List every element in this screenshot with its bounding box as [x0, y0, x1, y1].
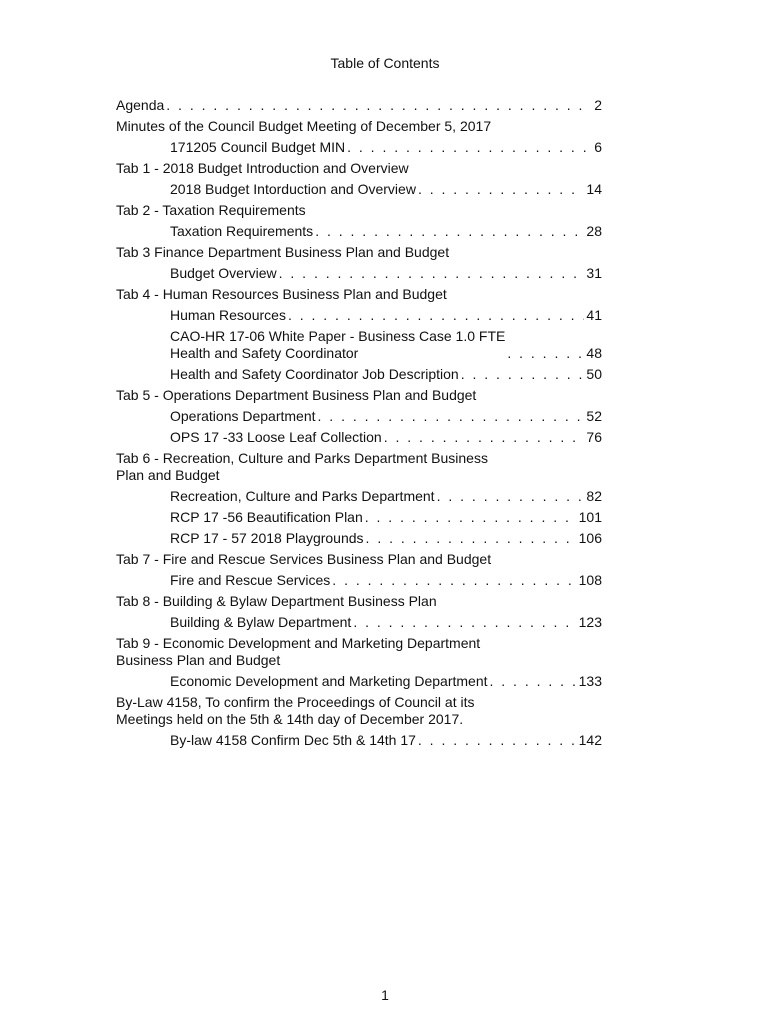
toc-section-heading: Tab 7 - Fire and Rescue Services Business Plan and Budget	[116, 551, 492, 567]
toc-entry-page: 52	[586, 408, 602, 424]
page-number: 1	[381, 987, 389, 1003]
toc-entry-label: Operations Department	[170, 408, 316, 424]
toc-section-heading: By-Law 4158, To confirm the Proceedings of Council at its Meetings held on the 5th & 14th day of December 2017.	[116, 694, 475, 727]
toc-leader-dots	[347, 139, 590, 156]
toc-entry[interactable]	[116, 97, 602, 114]
toc-leader-dots	[332, 572, 576, 589]
toc-leader-dots	[366, 530, 577, 547]
toc-entry-label: Fire and Rescue Services	[170, 572, 331, 588]
page-title: Table of Contents	[330, 55, 440, 71]
toc-entry-page: 108	[578, 572, 602, 588]
toc-entry-label: Building & Bylaw Department	[170, 614, 352, 630]
toc-entry[interactable]	[170, 530, 602, 547]
toc-section-heading: Tab 1 - 2018 Budget Introduction and Overview	[116, 160, 409, 176]
toc-entry[interactable]	[170, 408, 602, 425]
toc-entry-label: 2018 Budget Intorduction and Overview	[170, 181, 416, 197]
toc-leader-dots	[166, 97, 590, 114]
toc-section-heading: Tab 2 - Taxation Requirements	[116, 202, 306, 218]
toc-entry-page: 142	[578, 732, 602, 748]
toc-section-heading: Tab 4 - Human Resources Business Plan and Budget	[116, 286, 447, 302]
toc-entry-page: 106	[578, 530, 602, 546]
toc-entry[interactable]	[170, 265, 602, 282]
toc-leader-dots	[365, 509, 577, 526]
toc-entry-page: 101	[578, 509, 602, 525]
toc-entry-page: 6	[594, 139, 602, 155]
toc-leader-dots	[279, 265, 585, 282]
toc-entry-label: Economic Development and Marketing Department	[170, 673, 488, 689]
toc-leader-dots	[507, 345, 584, 362]
toc-entry-page: 28	[586, 223, 602, 239]
toc-section-heading: Tab 6 - Recreation, Culture and Parks Department Business Plan and Budget	[116, 450, 488, 483]
toc-entry-page: 123	[578, 614, 602, 630]
toc-section-heading: Tab 9 - Economic Development and Marketing Department Business Plan and Budget	[116, 635, 481, 668]
toc-entry[interactable]	[170, 223, 602, 240]
toc-entry-page: 50	[586, 366, 602, 382]
toc-entry-page: 133	[578, 673, 602, 689]
toc-entry-label: OPS 17 -33 Loose Leaf Collection	[170, 429, 382, 445]
toc-entry-page: 82	[586, 488, 602, 504]
toc-leader-dots	[418, 181, 584, 198]
toc-entry[interactable]	[170, 139, 602, 156]
toc-entry[interactable]	[170, 614, 602, 631]
toc-section-heading: Tab 8 - Building & Bylaw Department Business Plan	[116, 593, 437, 609]
toc-entry-label: Recreation, Culture and Parks Department	[170, 488, 435, 504]
toc-entry-label: Taxation Requirements	[170, 223, 314, 239]
toc-entry[interactable]	[170, 307, 602, 324]
toc-leader-dots	[353, 614, 576, 631]
toc-entry-label: CAO-HR 17-06 White Paper - Business Case 1.0 FTE Health and Safety Coordinator	[170, 328, 506, 361]
toc-entry-page: 2	[594, 97, 602, 113]
toc-entry[interactable]	[170, 366, 602, 383]
toc-entry-page: 14	[586, 181, 602, 197]
toc-leader-dots	[418, 732, 577, 749]
toc-entry-page: 41	[586, 307, 602, 323]
toc-entry-label: By-law 4158 Confirm Dec 5th & 14th 17	[170, 732, 416, 748]
toc-entry-page: 31	[586, 265, 602, 281]
toc-entry[interactable]	[170, 732, 602, 749]
toc-entry[interactable]	[170, 328, 602, 362]
table-of-contents	[116, 97, 602, 753]
toc-leader-dots	[384, 429, 585, 446]
toc-entry[interactable]	[170, 572, 602, 589]
toc-section-heading: Minutes of the Council Budget Meeting of December 5, 2017	[116, 118, 492, 134]
toc-entry[interactable]	[170, 509, 602, 526]
toc-entry-label: Health and Safety Coordinator Job Description	[170, 366, 459, 382]
toc-entry-page: 76	[586, 429, 602, 445]
toc-entry-label: RCP 17 -56 Beautification Plan	[170, 509, 363, 525]
toc-entry[interactable]	[170, 181, 602, 198]
toc-leader-dots	[318, 408, 585, 425]
toc-leader-dots	[437, 488, 585, 505]
toc-entry-page: 48	[586, 345, 602, 361]
toc-section-heading: Tab 5 - Operations Department Business Plan and Budget	[116, 387, 477, 403]
toc-section-heading: Tab 3 Finance Department Business Plan and Budget	[116, 244, 450, 260]
toc-leader-dots	[288, 307, 584, 324]
toc-entry-label: Agenda	[116, 97, 165, 113]
toc-entry[interactable]	[170, 673, 602, 690]
toc-entry[interactable]	[170, 429, 602, 446]
toc-entry-label: Budget Overview	[170, 265, 277, 281]
toc-entry-label: RCP 17 - 57 2018 Playgrounds	[170, 530, 364, 546]
toc-entry-label: Human Resources	[170, 307, 286, 323]
toc-leader-dots	[315, 223, 584, 240]
toc-leader-dots	[490, 673, 577, 690]
toc-entry-label: 171205 Council Budget MIN	[170, 139, 346, 155]
toc-entry[interactable]	[170, 488, 602, 505]
toc-leader-dots	[461, 366, 585, 383]
